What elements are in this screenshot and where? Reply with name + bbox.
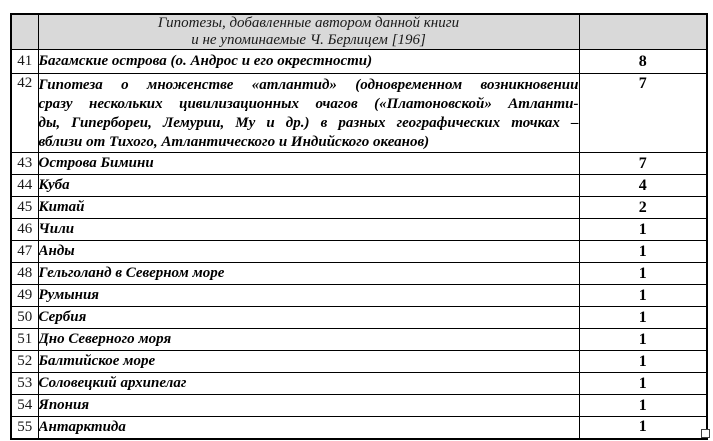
row-number[interactable]: 50 (11, 307, 38, 329)
row-number[interactable]: 52 (11, 351, 38, 373)
hypothesis-text[interactable]: Чили (38, 219, 579, 241)
hypothesis-count[interactable]: 2 (579, 197, 707, 219)
hypothesis-text-line: сразу нескольких цивилизационных очагов («Платоновской» Атланти- (38, 96, 579, 112)
table-row (11, 175, 707, 197)
hypothesis-text[interactable]: Острова Бимини (38, 153, 579, 175)
hypothesis-text-line: Гипотеза о множенстве «атлантид» (одновременном возникновении (38, 77, 579, 93)
row-number[interactable]: 41 (11, 50, 38, 74)
hypothesis-text-line: ды, Гипербореи, Лемурии, Му и др.) в разных географических точках – (38, 115, 579, 131)
hypothesis-text[interactable]: Антарктида (38, 417, 579, 439)
table-row (11, 219, 707, 241)
hypothesis-count[interactable]: 1 (579, 329, 707, 351)
table-row (11, 263, 707, 285)
header-cell-title[interactable] (38, 14, 579, 50)
hypothesis-text[interactable]: Балтийское море (38, 351, 579, 373)
hypothesis-text[interactable]: Румыния (38, 285, 579, 307)
row-number[interactable]: 44 (11, 175, 38, 197)
hypothesis-count[interactable]: 4 (579, 175, 707, 197)
hypothesis-text[interactable]: Соловецкий архипелаг (38, 373, 579, 395)
table-row (11, 307, 707, 329)
row-number[interactable]: 46 (11, 219, 38, 241)
table-row (11, 50, 707, 74)
row-number[interactable]: 49 (11, 285, 38, 307)
table-row (11, 351, 707, 373)
hypothesis-count[interactable]: 1 (579, 417, 707, 439)
hypothesis-count[interactable]: 1 (579, 373, 707, 395)
row-number[interactable]: 54 (11, 395, 38, 417)
table-resize-handle[interactable] (701, 429, 710, 438)
table-row (11, 329, 707, 351)
hypothesis-count[interactable]: 1 (579, 395, 707, 417)
hypothesis-text[interactable]: Китай (38, 197, 579, 219)
hypothesis-text[interactable]: Япония (38, 395, 579, 417)
hypothesis-text-line: вблизи от Тихого, Атлантического и Индийского океанов) (38, 134, 430, 150)
table-row (11, 285, 707, 307)
table-row (11, 153, 707, 175)
hypothesis-text[interactable] (38, 74, 579, 153)
row-number[interactable]: 43 (11, 153, 38, 175)
header-cell-number[interactable] (11, 14, 38, 50)
hypotheses-table (10, 13, 708, 440)
header-title-line2: и не упоминаемые Ч. Берлицем [196] (191, 32, 426, 48)
row-number[interactable]: 45 (11, 197, 38, 219)
table-row (11, 395, 707, 417)
hypothesis-text[interactable]: Дно Северного моря (38, 329, 579, 351)
row-number[interactable]: 55 (11, 417, 38, 439)
hypothesis-text[interactable]: Багамские острова (о. Андрос и его окрестности) (38, 50, 579, 74)
row-number[interactable]: 47 (11, 241, 38, 263)
hypothesis-text[interactable]: Гельголанд в Северном море (38, 263, 579, 285)
hypothesis-count[interactable]: 1 (579, 263, 707, 285)
table-row (11, 241, 707, 263)
header-title-line1: Гипотезы, добавленные автором данной книги (157, 15, 460, 31)
hypothesis-count[interactable]: 7 (579, 153, 707, 175)
hypothesis-text[interactable]: Куба (38, 175, 579, 197)
table-row (11, 373, 707, 395)
hypothesis-count[interactable]: 7 (579, 74, 707, 153)
hypothesis-count[interactable]: 1 (579, 219, 707, 241)
hypothesis-count[interactable]: 8 (579, 50, 707, 74)
table-row (11, 197, 707, 219)
header-cell-count[interactable] (579, 14, 707, 50)
hypothesis-count[interactable]: 1 (579, 285, 707, 307)
row-number[interactable]: 48 (11, 263, 38, 285)
hypothesis-text[interactable]: Анды (38, 241, 579, 263)
row-number[interactable]: 42 (11, 74, 38, 153)
hypothesis-count[interactable]: 1 (579, 241, 707, 263)
hypothesis-count[interactable]: 1 (579, 351, 707, 373)
row-number[interactable]: 51 (11, 329, 38, 351)
table-row (11, 74, 707, 153)
hypothesis-count[interactable]: 1 (579, 307, 707, 329)
hypothesis-text[interactable]: Сербия (38, 307, 579, 329)
table-row (11, 417, 707, 439)
table-header-row (11, 14, 707, 50)
row-number[interactable]: 53 (11, 373, 38, 395)
